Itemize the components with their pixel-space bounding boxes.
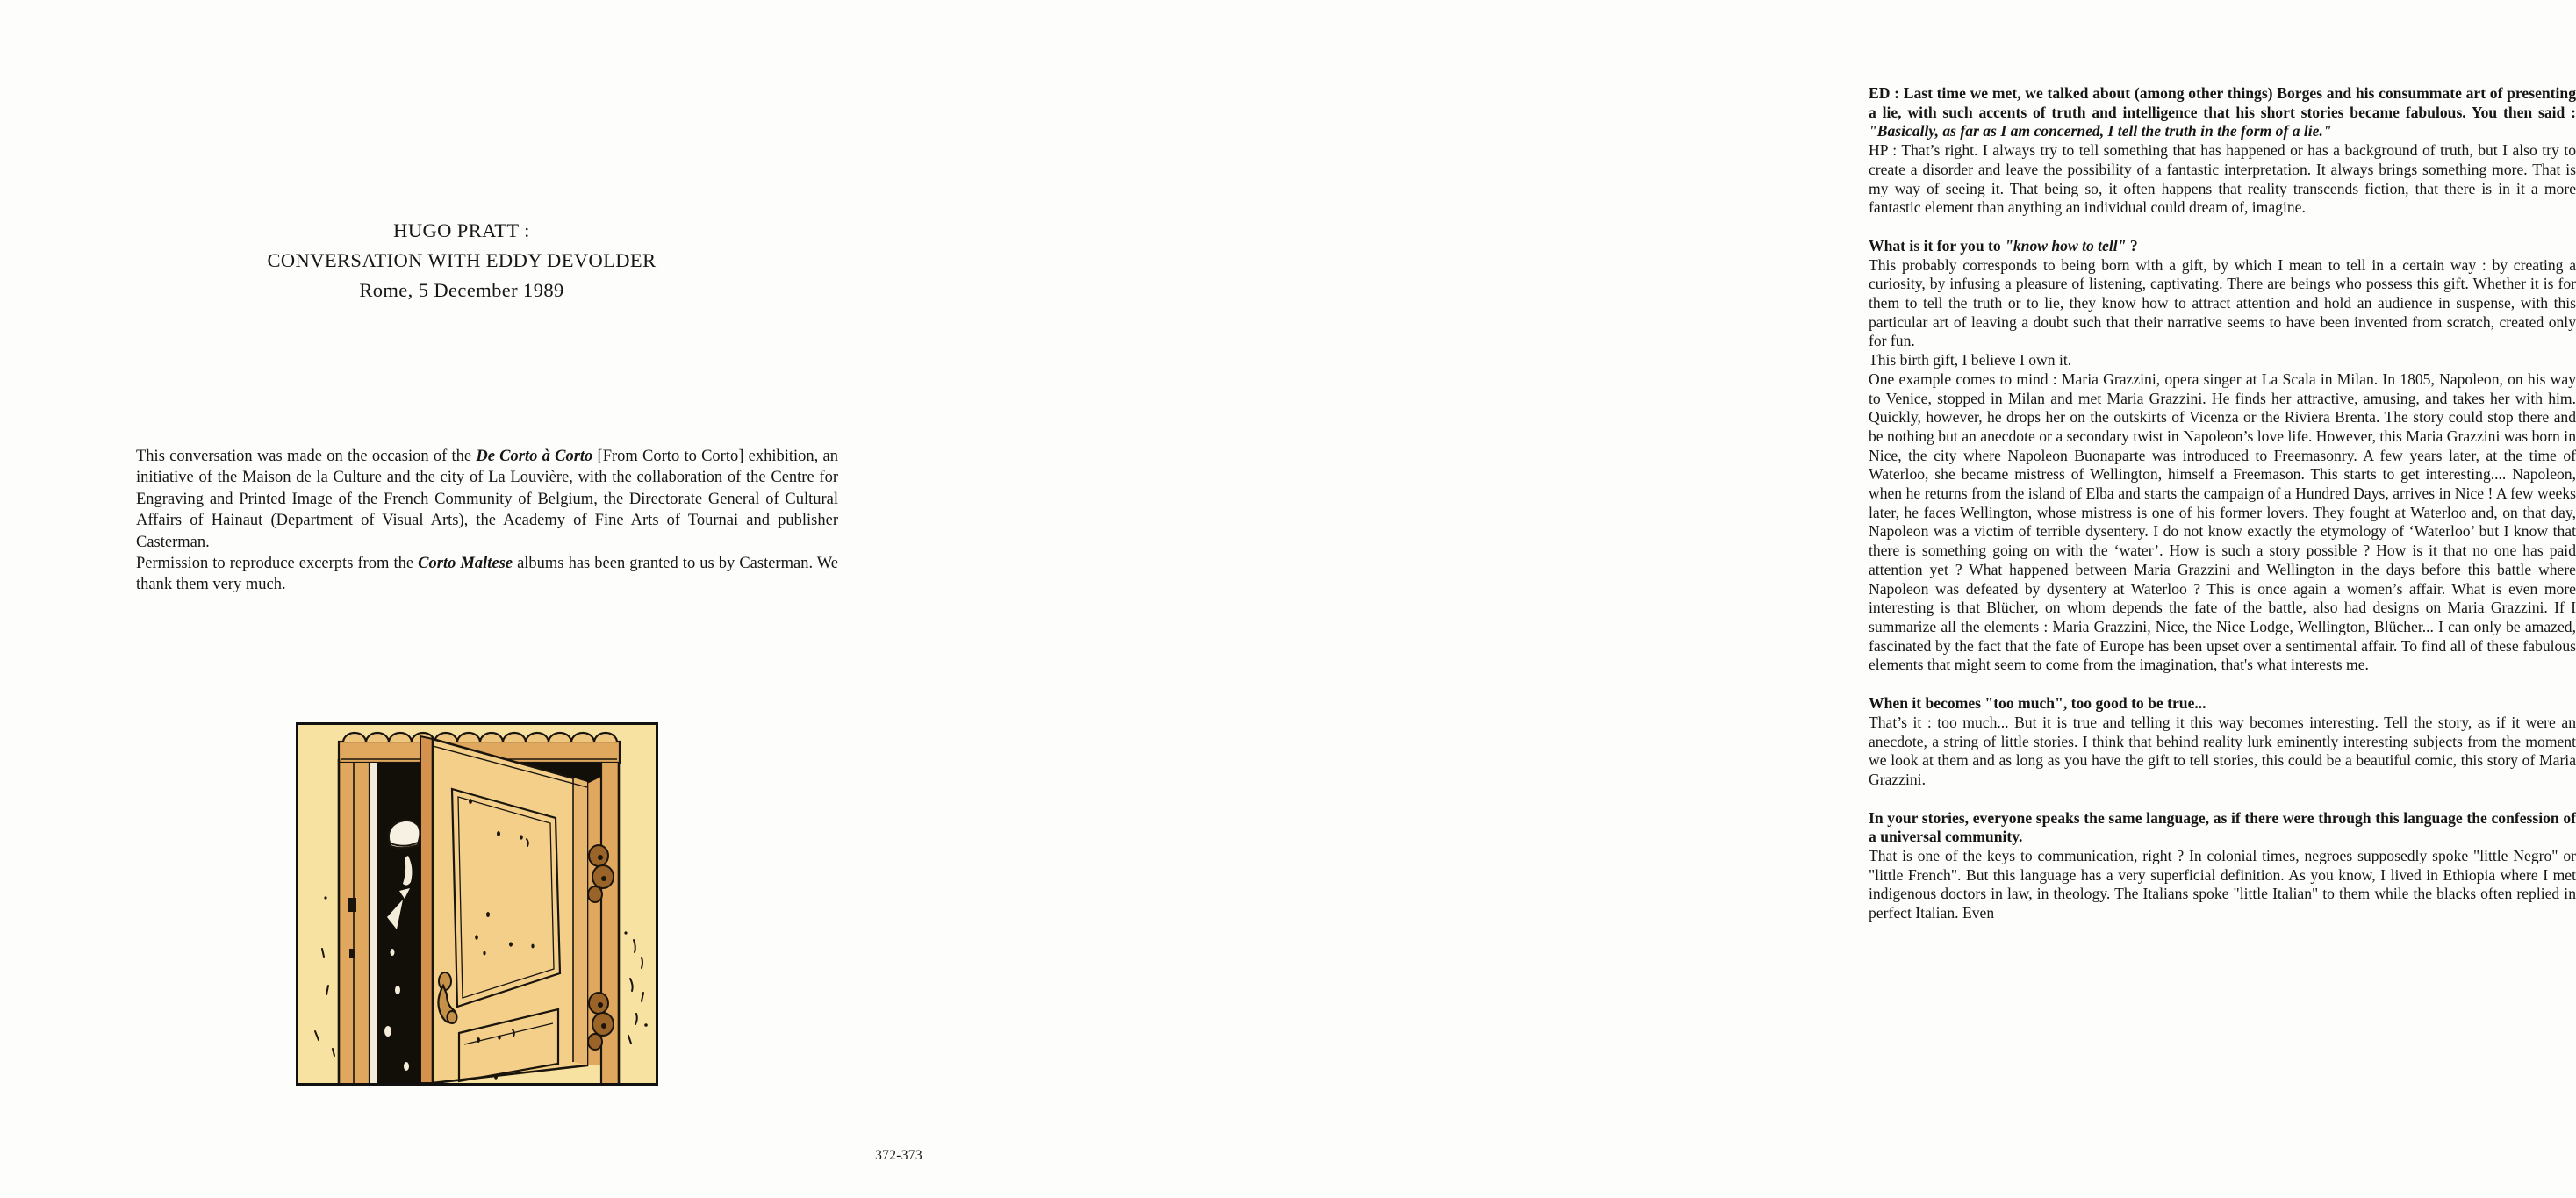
door-illustration-svg <box>296 722 658 1086</box>
interview-answer: That’s it : too much... But it is true and telling it this way becomes interesting. Tell the story, as if it were an anecdote, a string of little stories. I think that behind reality lurk eminently interesting subjects from the moment we look at them and as long as you have the gift to tell stories, this could be a beautiful comic, this story of Maria Grazzini. <box>1869 713 2576 788</box>
intro-paragraphs <box>136 446 838 596</box>
interview-answer: That is one of the keys to communication, right ? In colonial times, negroes supposedly spoke "little Negro" or "little French". But this language has a very superficial definition. As you know, I lived in Ethiopia where I met indigenous doctors in law, in theology. The Italians spoke "little Italian" to them while the blacks often replied in perfect Italian. Even <box>1869 847 2576 922</box>
interview-column <box>1869 84 2576 923</box>
title-line-main: CONVERSATION WITH EDDY DEVOLDER <box>267 249 657 271</box>
title-block <box>136 216 787 305</box>
left-page <box>0 0 899 1198</box>
page-number: 372-373 <box>875 1148 922 1163</box>
door-frame-left <box>339 759 370 1083</box>
open-door <box>420 736 587 1083</box>
interview-question: ED : Last time we met, we talked about (among other things) Borges and his consummate art of presenting a lie, with such accents of truth and intelligence that his short stories became fabulous. You then said : "Basically, as far as I am concerned, I tell the truth in the form of a lie." <box>1869 84 2576 140</box>
title-line-author: HUGO PRATT : <box>393 219 530 241</box>
door-leading-edge <box>420 736 433 1083</box>
interview-answer: This birth gift, I believe I own it. <box>1869 351 2072 369</box>
interview-answer: This probably corresponds to being born with a gift, by which I mean to tell in a certain way : by creating a curiosity, by infusing a pleasure of listening, captivating. There are beings who possess this gift. Whether it is for them to tell the truth or to lie, they know how to attract attention and hold an audience in suspense, with this particular art of leaving a doubt such that their narrative seems to have been invented from scratch, created only for fun. <box>1869 255 2576 350</box>
interview-answer: HP : That’s right. I always try to tell something that has happened or has a background of truth, but I also try to create a disorder and leave the possibility of a fantastic interpretation. It always brings something more. That is my way of seeing it. That being so, it often happens that reality transcends fiction, that there is in it a more fantastic element than anything an individual could dream of, imagine. <box>1869 141 2576 217</box>
interview-question: When it becomes "too much", too good to be true... <box>1869 694 2206 713</box>
light-sliver <box>370 763 377 1083</box>
interview-question: In your stories, everyone speaks the same language, as if there were through this language the confession of a universal community. <box>1869 808 2576 846</box>
right-page <box>899 0 2576 1198</box>
interview-question: What is it for you to "know how to tell" ? <box>1869 236 2138 255</box>
corto-door-illustration <box>296 722 658 1086</box>
title-line-date: Rome, 5 December 1989 <box>359 279 564 301</box>
interview-answer: One example comes to mind : Maria Grazzini, opera singer at La Scala in Milan. In 1805, Napoleon, on his way to Venice, stopped in Milan and met Maria Grazzini. He finds her attractive, amusing, and takes her with him. Quickly, however, he drops her on the outskirts of Vicenza or the Riviera Brenta. The story could stop there and be nothing but an anecdote or a secondary twist in Napoleon’s love life. However, this Maria Grazzini was born in Nice, the city where Napoleon Buonaparte was introduced to Freemasonry. A few years later, at the time of Waterloo, she became mistress of Wellington, himself a Freemason. This starts to get interesting.... Napoleon, when he returns from the island of Elba and starts the campaign of a Hundred Days, arrives in Nice ! A few weeks later, he faces Wellington, whose mistress is one of his former lovers. They fought at Waterloo and, on that day, Napoleon was a victim of terrible dysentery. I do not know exactly the etymology of ‘Waterloo’ but I know that there is something going on with the ‘water’. How is such a story possible ? How is it that no one has paid attention yet ? What happened between Maria Grazzini and Wellington in the days before this battle where Napoleon was defeated by dysentery at Waterloo ? This is once again a women’s affair. What is even more interesting is that Blücher, on whom depends the fate of the battle, also had designs on Maria Grazzini. If I summarize all the elements : Maria Grazzini, Nice, the Nice Lodge, Wellington, Blücher... I can only be amazed, fascinated by the fact that the fate of Europe has been upset over a sentimental affair. To find all of these fabulous elements that might seem to come from the imagination, that's what interests me. <box>1869 369 2576 674</box>
intro-paragraph: This conversation was made on the occasion of the De Corto à Corto [From Corto to Corto] exhibition, an initiative of the Maison de la Culture and the city of La Louvière, with the collaboration of the Centre for Engraving and Printed Image of the French Community of Belgium, the Directorate General of Cultural Affairs of Hainaut (Department of Visual Arts), the Academy of Fine Arts of Tournai and publisher Casterman. <box>136 448 838 551</box>
latch-plate <box>348 898 356 912</box>
figure-face <box>392 845 418 893</box>
intro-paragraph: Permission to reproduce excerpts from the Corto Maltese albums has been granted to us by Casterman. We thank them very much. <box>136 555 838 594</box>
